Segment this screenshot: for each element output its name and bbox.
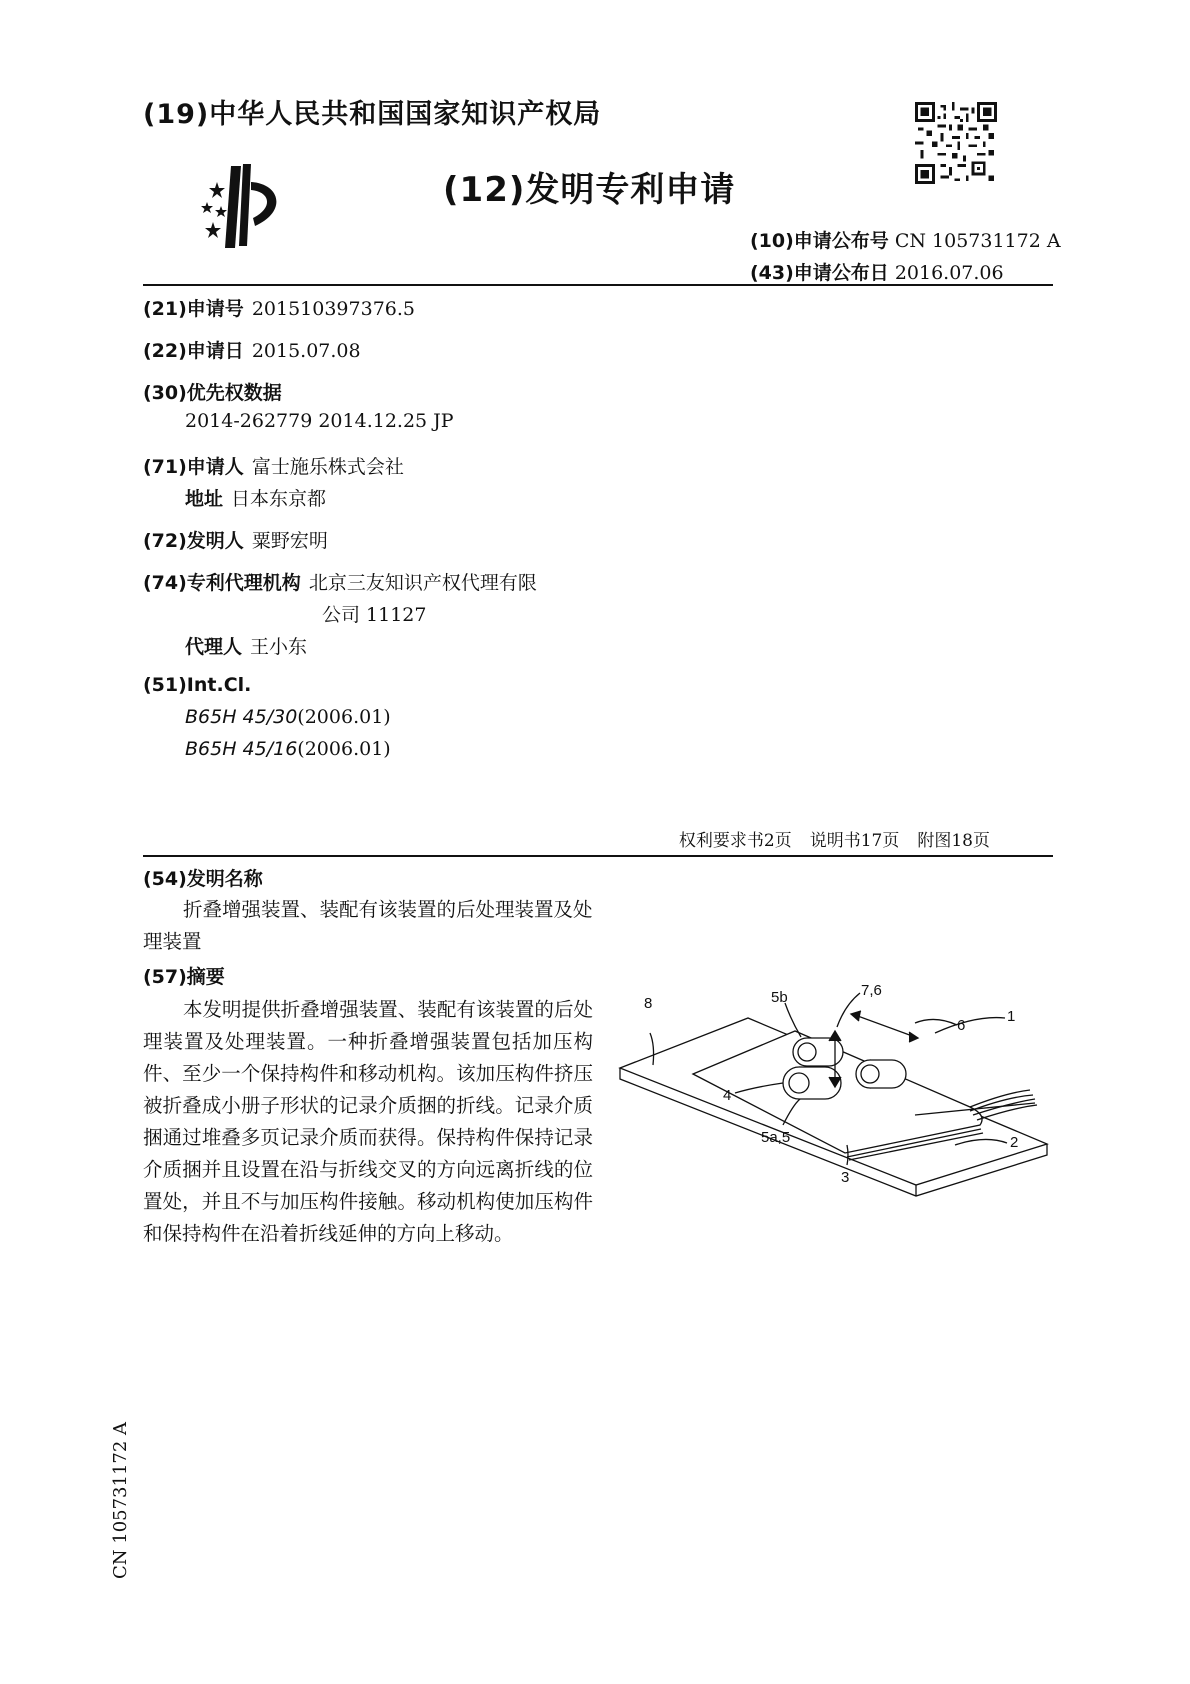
description-pages: 说明书17页 [809, 831, 900, 851]
agent-label: 代理人 [185, 636, 243, 658]
cnipa-logo [195, 160, 305, 252]
side-publication-number-text: CN 105731172 A [110, 1421, 131, 1579]
applicant: 富士施乐株式会社 [251, 456, 404, 478]
agent-row [185, 632, 307, 659]
publication-number: CN 105731172 A [894, 230, 1061, 252]
qr-code [915, 102, 997, 184]
abstract-label: (57)摘要 [143, 966, 225, 988]
applicant-label: (71)申请人 [143, 456, 244, 478]
figure-label: 5b [771, 989, 788, 1006]
agency-label: (74)专利代理机构 [143, 572, 301, 594]
invention-title-label: (54)发明名称 [143, 868, 263, 890]
figure-label: 5a,5 [761, 1129, 791, 1146]
header-divider [143, 284, 1053, 286]
page-counts [661, 826, 990, 851]
section-divider [143, 855, 1053, 857]
priority-data: 2014-262779 2014.12.25 JP [185, 410, 454, 432]
inventor-label: (72)发明人 [143, 530, 244, 552]
publication-number-label: (10)申请公布号 [750, 230, 889, 252]
agency-row [143, 568, 537, 595]
publication-date: 2016.07.06 [894, 262, 1004, 284]
intcl-code: B65H 45/30 [185, 706, 298, 728]
figure-label: 2 [1010, 1134, 1019, 1151]
priority-label [143, 378, 282, 405]
intcl-label-text: (51)Int.Cl. [143, 674, 252, 696]
figure-label: 4 [723, 1087, 732, 1104]
publication-number-row [750, 226, 1061, 253]
figure-label: 8 [644, 995, 653, 1012]
agent: 王小东 [250, 636, 308, 658]
application-number: 201510397376.5 [251, 298, 416, 320]
filing-date-label: (22)申请日 [143, 340, 244, 362]
publication-date-label: (43)申请公布日 [750, 262, 889, 284]
application-number-row [143, 294, 415, 321]
inventor-row [143, 526, 328, 553]
intcl-version: (2006.01) [297, 706, 391, 728]
figure-label: 1 [1007, 1008, 1016, 1025]
intcl-item [185, 738, 391, 760]
invention-title: 折叠增强装置、装配有该装置的后处理装置及处理装置 [143, 898, 593, 953]
figure-label: 3 [841, 1169, 850, 1186]
filing-date: 2015.07.08 [251, 340, 361, 362]
address: 日本东京都 [231, 488, 327, 510]
application-number-label: (21)申请号 [143, 298, 244, 320]
priority-label-text: (30)优先权数据 [143, 382, 282, 404]
figure-label: 7,6 [861, 982, 882, 999]
publication-date-row [750, 258, 1004, 285]
intcl-item [185, 706, 391, 728]
address-label: 地址 [185, 488, 224, 510]
filing-date-row [143, 336, 361, 363]
address-row [185, 484, 326, 511]
agency-line2: 公司 11127 [322, 604, 427, 626]
abstract-text: 本发明提供折叠增强装置、装配有该装置的后处理装置及处理装置。一种折叠增强装置包括加压构件、至少一个保持构件和移动机构。该加压构件挤压被折叠成小册子形状的记录介质捆的折线。记录介质捆通过堆叠多页记录介质而获得。保持构件保持记录介质捆并且设置在沿与折线交叉的方向远离折线的位置处，并且不与加压构件接触。移动机构使加压构件和保持构件在沿着折线延伸的方向上移动。 [143, 998, 593, 1245]
document-type: (12)发明专利申请 [443, 170, 736, 210]
inventor: 粟野宏明 [251, 530, 328, 552]
representative-figure [615, 975, 1065, 1237]
claims-pages: 权利要求书2页 [678, 831, 792, 851]
figure-label: 6 [957, 1017, 966, 1034]
agency-line1: 北京三友知识产权代理有限 [308, 572, 537, 594]
intcl-version: (2006.01) [297, 738, 391, 760]
intcl-label [143, 674, 251, 696]
drawings-pages: 附图18页 [917, 831, 990, 851]
patent-office-name: (19)中华人民共和国国家知识产权局 [143, 99, 602, 130]
applicant-row [143, 452, 404, 479]
intcl-code: B65H 45/16 [185, 738, 298, 760]
